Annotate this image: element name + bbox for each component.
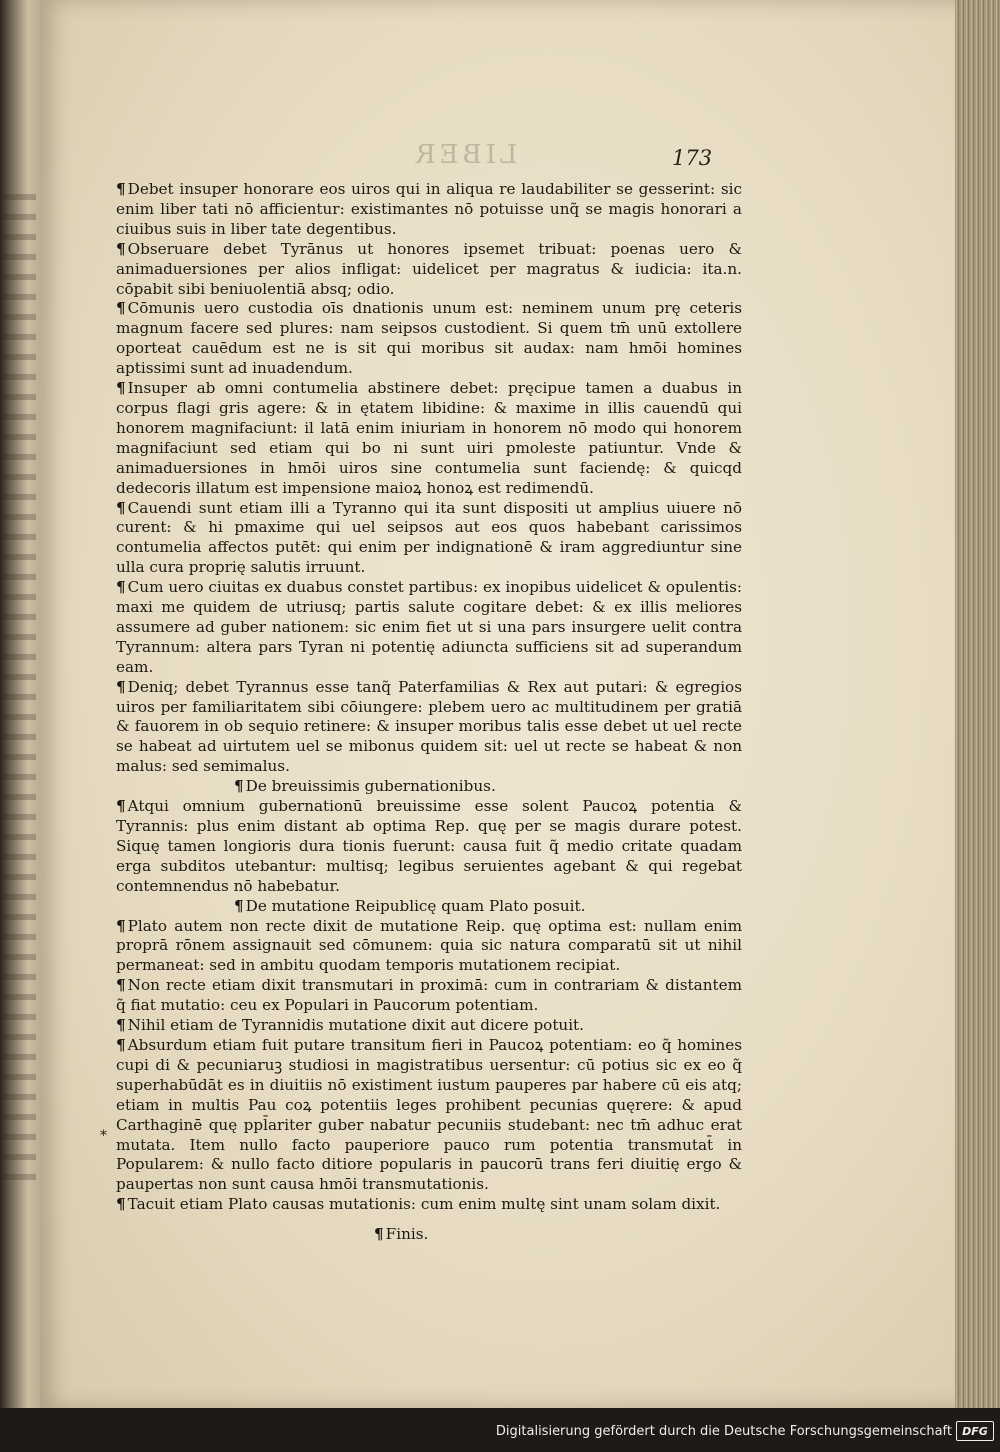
page-number: 173 <box>672 146 713 170</box>
paragraph: ¶ Absurdum etiam fuit putare transitum fieri in Paucoꝝ potentiam: eo q̃ homines cupi di & pecuniaruꝫ studiosi in magistratibus uersentur: cū potius sic ex eo q̃ superhabūdāt es in diuitiis nō existiment iustum pauperes par habere cū eis atq; etiam in multis Pau coꝝ potentiis leges prohibent pecunias quęrere: & apud Carthaginē quę ppl̄ariter guber nabatur pecuniis studebant: nec tm̄ adhuc erat mutata. Item nullo facto pauperiore pauco rum potentia transmutat̄ in Popularem: & nullo facto ditiore popularis in paucorū trans feri diuitię ergo & paupertas non sunt causa hmōi transmutationis. <box>116 1036 742 1195</box>
paragraph: ¶ Atqui omnium gubernationū breuissime esse solent Paucoꝝ potentia & Tyrannis: plus enim distant ab optima Rep. quę per se magis durare potest. Siquę tamen longioris dura tionis fuerunt: causa fuit q̃ medio critate quadam erga subditos utebantur: multisq; legibus seruientes agebant & qui regebat contemnendus nō habebatur. <box>116 797 742 897</box>
end-mark: * <box>100 1128 107 1144</box>
bleed-through-heading: LIBER <box>412 140 518 170</box>
paragraph: ¶ Obseruare debet Tyrānus ut honores ipsemet tribuat: poenas uero & animaduersiones per alios infligat: uidelicet per magratus & iudicia: ita.n. cōpabit sibi beniuolentiā absq; odio. <box>116 240 742 300</box>
paragraph: ¶ Debet insuper honorare eos uiros qui in aliqua re laudabiliter se gesserint: sic enim liber tati nō afficientur: existimantes nō potuisse unq̃ se magis honorari a ciuibus suis in liber tate degentibus. <box>116 180 742 240</box>
paragraph: ¶ Plato autem non recte dixit de mutatione Reip. quę optima est: nullam enim proprā rōnem assignauit sed cōmunem: quia sic natura comparatū sit ut nihil permaneat: sed in ambitu quodam temporis mutationem recipiat. <box>116 917 742 977</box>
finis-label: ¶ Finis. <box>116 1225 742 1245</box>
paragraph: ¶ Deniq; debet Tyrannus esse tanq̃ Paterfamilias & Rex aut putari: & egregios uiros per familiaritatem sibi cōiungere: plebem uero ac multitudinem per gratiā & fauorem in ob sequio retinere: & insuper moribus talis esse debet ut uel recte se habeat ad uirtutem uel se mibonus quidem sit: uel ut recte se habeat & non malus: sed semimalus. <box>116 678 742 778</box>
section-heading: ¶ De mutatione Reipublicę quam Plato posuit. <box>116 897 742 917</box>
paragraph: ¶ Insuper ab omni contumelia abstinere debet: pręcipue tamen a duabus in corpus flagi gris agere: & in ętatem libidine: & maxime in illis cauendū qui honorem magnifaciunt: il latā enim iniuriam in honorem nō modo qui honorem magnifaciunt sed etiam qui bo ni sunt uiri pmoleste patiuntur. Vnde & animaduersiones in hmōi uiros sine contumelia sunt faciendę: & quicqd dedecoris illatum est impensione maioꝝ honoꝝ est redimendū. <box>116 379 742 498</box>
left-facing-page <box>0 0 40 1408</box>
paragraph: ¶ Cauendi sunt etiam illi a Tyranno qui ita sunt dispositi ut amplius uiuere nō curent: & hi pmaxime qui uel seipsos aut eos quos habebant carissimos contumelia affectos putēt: qui enim per indignationē & iram aggrediuntur sine ulla cura proprię salutis irruunt. <box>116 499 742 579</box>
paragraph: ¶ Non recte etiam dixit transmutari in proximā: cum in contrariam & distantem q̃ fiat mutatio: ceu ex Populari in Paucorum potentiam. <box>116 976 742 1016</box>
paragraph: ¶ Tacuit etiam Plato causas mutationis: cum enim multę sint unam solam dixit. <box>116 1195 742 1215</box>
book-edge <box>955 0 1000 1408</box>
paragraph: ¶ Cōmunis uero custodia oīs dnationis unum est: neminem unum prę ceteris magnum facere sed plures: nam seipsos custodient. Si quem tm̄ unū extollere oporteat cauēdum est ne is sit qui moribus sit audax: nam hmōi homines aptissimi sunt ad inuadendum. <box>116 299 742 379</box>
left-page-text-fragment <box>2 180 36 1180</box>
funding-credit: Digitalisierung gefördert durch die Deutsche Forschungsgemeinschaft <box>495 1424 952 1439</box>
paragraph: ¶ Cum uero ciuitas ex duabus constet partibus: ex inopibus uidelicet & opulentis: maxi me quidem de utriusq; partis salute cogitare debet: & ex illis meliores assumere ad guber nationem: sic enim fiet ut si una pars insurgere uelit contra Tyrannum: altera pars Tyran ni potentię adiuncta sufficiens sit ad superandum eam. <box>116 578 742 678</box>
text-block <box>116 180 742 1245</box>
dfg-logo-icon: DFG <box>956 1421 994 1441</box>
section-heading: ¶ De breuissimis gubernationibus. <box>116 777 742 797</box>
paragraph: ¶ Nihil etiam de Tyrannidis mutatione dixit aut dicere potuit. <box>116 1016 742 1036</box>
digitization-footer <box>0 1408 1000 1452</box>
